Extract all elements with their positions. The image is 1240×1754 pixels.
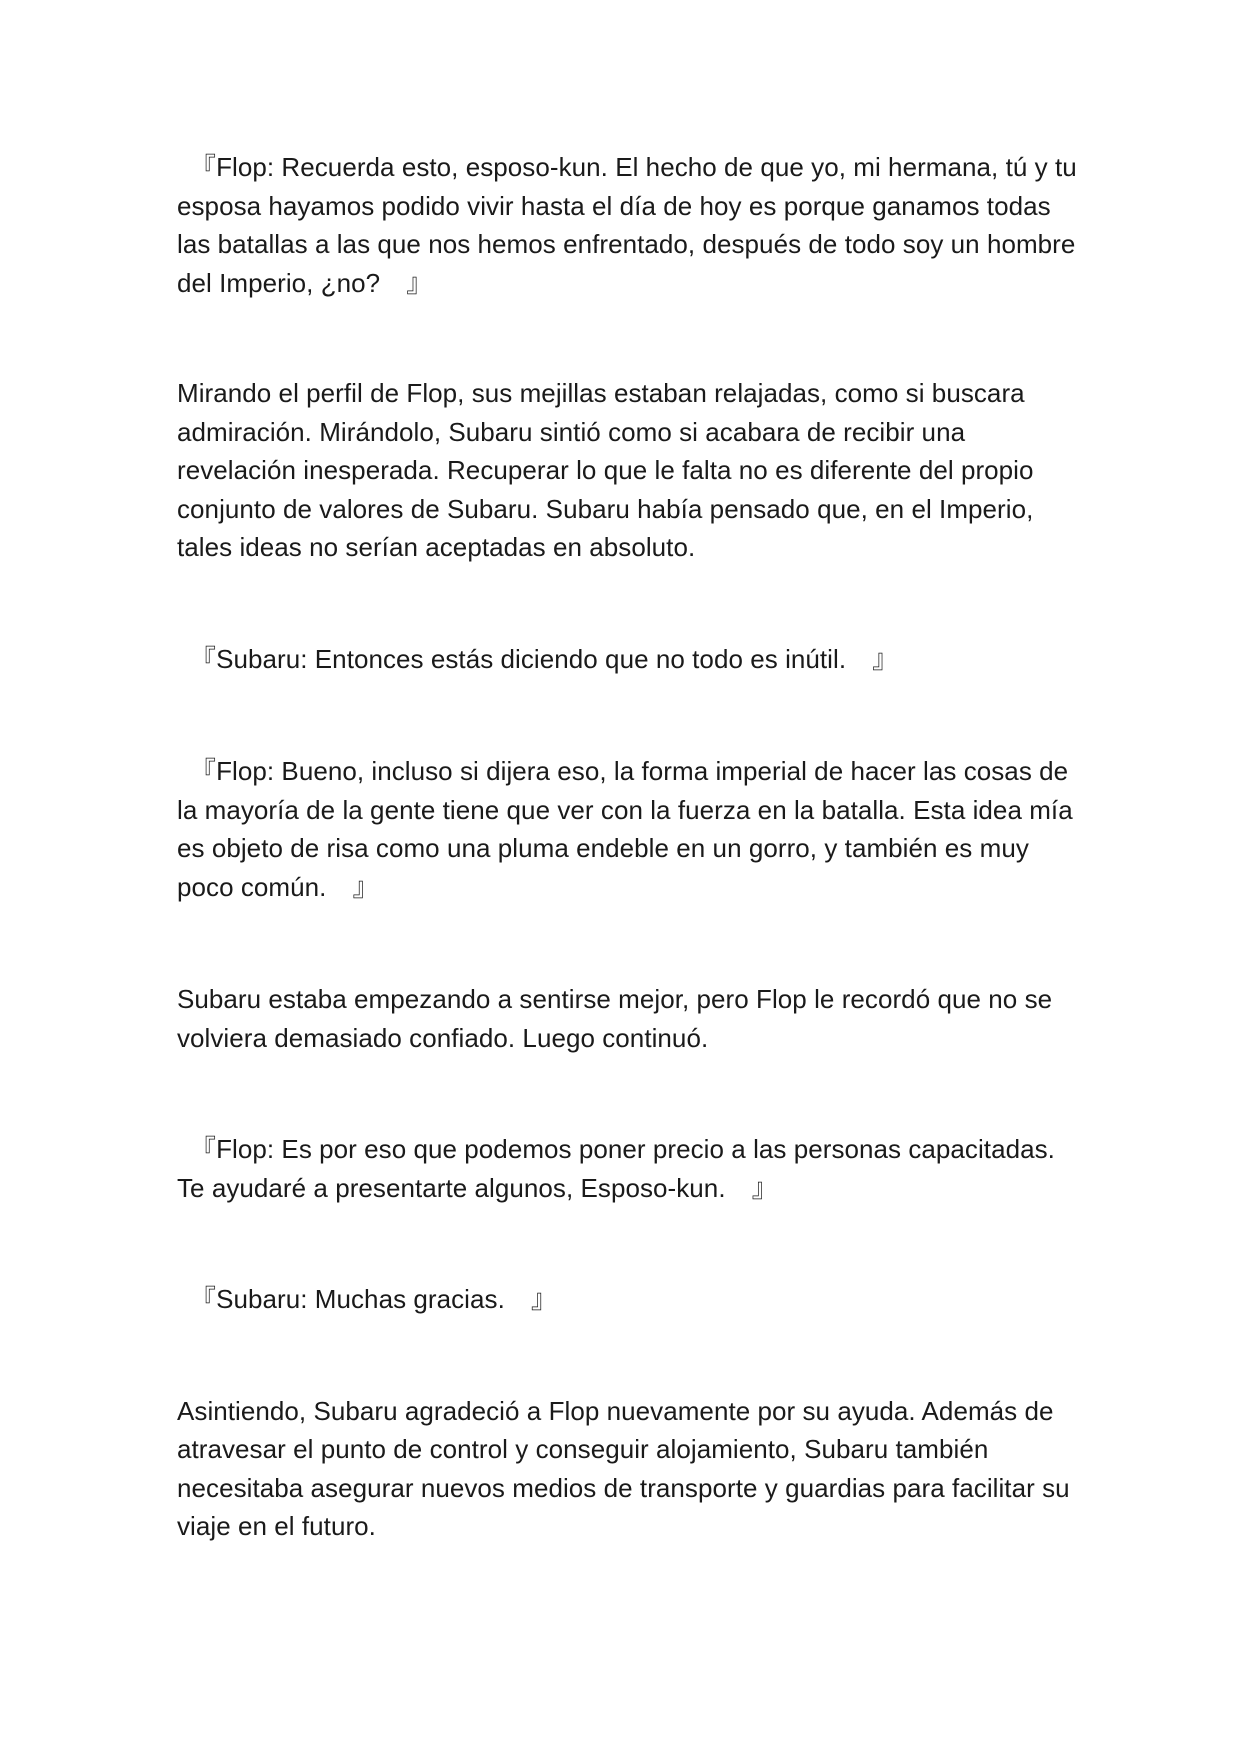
paragraph-narration-1: Mirando el perfil de Flop, sus mejillas estaban relajadas, como si buscara admiración. Mirándolo, Subaru sintió como si acabara de recibir una revelación inesperada. Recuperar lo que le falta no es diferente del propio conjunto de valores de Subaru. Subaru había pensado que, en el Imperio, tales ideas no serían aceptadas en absoluto.: [177, 378, 1034, 562]
paragraph-flop-dialogue-2: 『Flop: Bueno, incluso si dijera eso, la forma imperial de hacer las cosas de la mayoría de la gente tiene que ver con la fuerza en la batalla. Esta idea mía es objeto de risa como una pluma endeble en un gorro, y también es muy poco común. 』: [177, 756, 1073, 902]
paragraph-flop-dialogue-1: 『Flop: Recuerda esto, esposo-kun. El hecho de que yo, mi hermana, tú y tu esposa hayamos podido vivir hasta el día de hoy es porque ganamos todas las batallas a las que nos hemos enfrentado, después de todo soy un hombre del Imperio, ¿no? 』: [177, 152, 1077, 298]
paragraph-flop-dialogue-3: 『Flop: Es por eso que podemos poner precio a las personas capacitadas. Te ayudaré a presentarte algunos, Esposo-kun. 』: [177, 1134, 1055, 1203]
paragraph-subaru-dialogue-1: 『Subaru: Entonces estás diciendo que no todo es inútil. 』: [177, 643, 899, 674]
paragraph-narration-2: Subaru estaba empezando a sentirse mejor, pero Flop le recordó que no se volviera demasiado confiado. Luego continuó.: [177, 984, 1053, 1053]
paragraph-subaru-dialogue-2: 『Subaru: Muchas gracias. 』: [177, 1284, 557, 1314]
document-body: [177, 148, 1077, 1619]
paragraph-narration-3: Asintiendo, Subaru agradeció a Flop nuevamente por su ayuda. Además de atravesar el punto de control y conseguir alojamiento, Subaru también necesitaba asegurar nuevos medios de transporte y guardias para facilitar su viaje en el futuro.: [177, 1395, 1070, 1541]
